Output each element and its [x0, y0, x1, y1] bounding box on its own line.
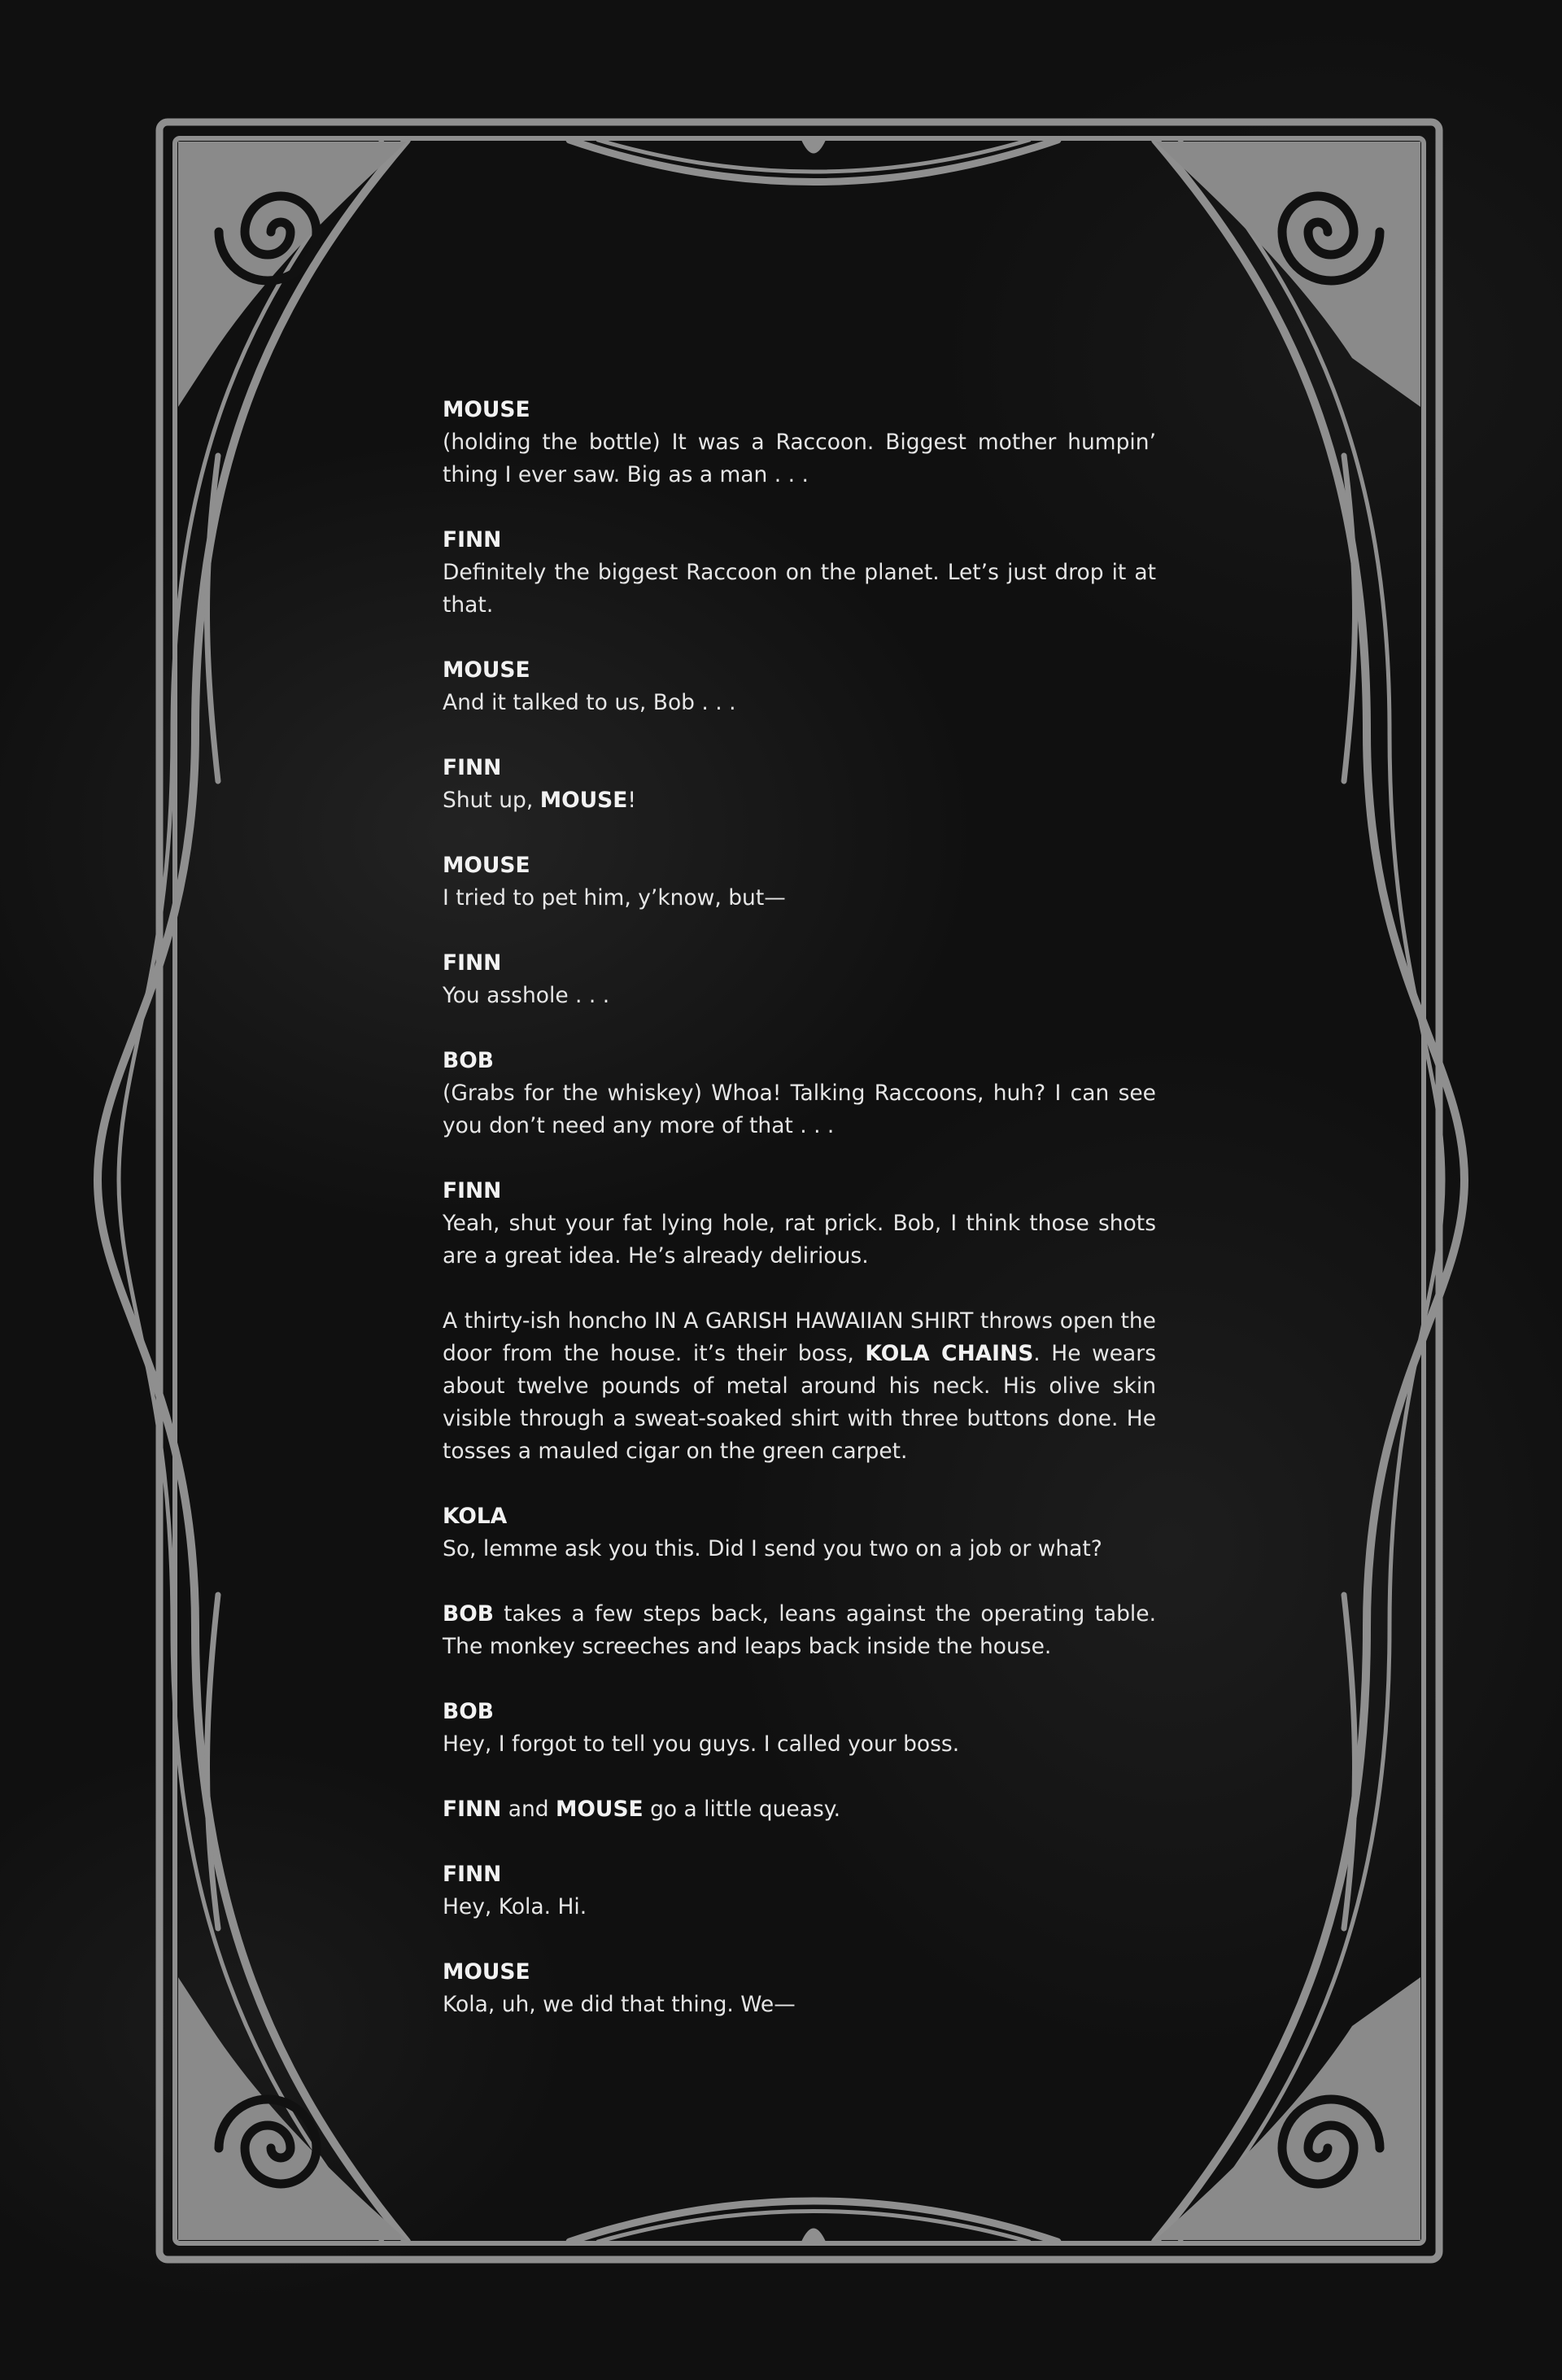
action-line	[443, 1598, 1156, 1663]
speaker-name: BOB	[443, 1048, 494, 1073]
speaker-name: FINN	[443, 950, 502, 976]
dialogue-line: And it talked to us, Bob . . .	[443, 690, 736, 715]
action-line	[443, 1793, 1156, 1826]
speaker-name: KOLA	[443, 1504, 508, 1529]
dialogue-line: I tried to pet him, y’know, but—	[443, 885, 786, 911]
dialogue-line: Yeah, shut your fat lying hole, rat prick. Bob, I think those shots are a great idea. He’s already delirious.	[443, 1211, 1156, 1269]
speaker-name: FINN	[443, 1862, 502, 1887]
dialogue-block	[443, 394, 1156, 491]
action-block	[443, 1305, 1156, 1468]
dialogue-block	[443, 1175, 1156, 1273]
dialogue-block	[443, 1956, 1156, 2021]
dialogue-block	[443, 947, 1156, 1012]
dialogue-block	[443, 1858, 1156, 1924]
dialogue-block	[443, 752, 1156, 817]
line-text: . He wears about twelve pounds of metal around his neck. His olive skin visible through a sweat-soaked shirt with three buttons done. He tosses a mauled cigar on the green carpet.	[443, 1341, 1156, 1464]
line-text: go a little queasy.	[643, 1797, 841, 1822]
dialogue-line: Kola, uh, we did that thing. We—	[443, 1992, 796, 2017]
speaker-name: MOUSE	[443, 397, 530, 422]
action-block	[443, 1793, 1156, 1826]
dialogue-line: (Grabs for the whiskey) Whoa! Talking Raccoons, huh? I can see you don’t need any more of that . . .	[443, 1081, 1156, 1138]
character-name-emphasis: FINN	[443, 1797, 502, 1822]
dialogue-block	[443, 1696, 1156, 1761]
dialogue-line	[443, 784, 1156, 817]
character-name-emphasis: MOUSE	[539, 788, 628, 813]
line-text: takes a few steps back, leans against the operating table. The monkey screeches and leaps back inside the house.	[443, 1601, 1156, 1659]
dialogue-line: You asshole . . .	[443, 983, 610, 1008]
line-text: Shut up,	[443, 788, 540, 813]
dialogue-line: So, lemme ask you this. Did I send you two on a job or what?	[443, 1536, 1102, 1561]
script-body	[443, 394, 1156, 2054]
speaker-name: MOUSE	[443, 657, 530, 683]
dialogue-line: Hey, I forgot to tell you guys. I called your boss.	[443, 1732, 960, 1757]
dialogue-block	[443, 524, 1156, 622]
speaker-name: FINN	[443, 527, 502, 552]
speaker-name: FINN	[443, 1178, 502, 1203]
dialogue-block	[443, 1045, 1156, 1142]
character-name-emphasis: BOB	[443, 1601, 494, 1627]
character-name-emphasis: KOLA CHAINS	[865, 1341, 1034, 1366]
action-line	[443, 1305, 1156, 1468]
line-text: and	[501, 1797, 556, 1822]
speaker-name: BOB	[443, 1699, 494, 1724]
action-block	[443, 1598, 1156, 1663]
speaker-name: MOUSE	[443, 853, 530, 878]
dialogue-line: (holding the bottle) It was a Raccoon. Biggest mother humpin’ thing I ever saw. Big as a man . . .	[443, 430, 1156, 487]
dialogue-block	[443, 849, 1156, 915]
character-name-emphasis: MOUSE	[556, 1797, 644, 1822]
line-text: !	[627, 788, 636, 813]
line-text: A thirty-ish honcho IN A GARISH HAWAIIAN SHIRT throws open the door from the house. it’s their boss,	[443, 1308, 1156, 1366]
speaker-name: MOUSE	[443, 1959, 530, 1985]
dialogue-line: Definitely the biggest Raccoon on the planet. Let’s just drop it at that.	[443, 560, 1156, 618]
speaker-name: FINN	[443, 755, 502, 780]
dialogue-line: Hey, Kola. Hi.	[443, 1894, 587, 1919]
dialogue-block	[443, 1500, 1156, 1566]
dialogue-block	[443, 654, 1156, 719]
